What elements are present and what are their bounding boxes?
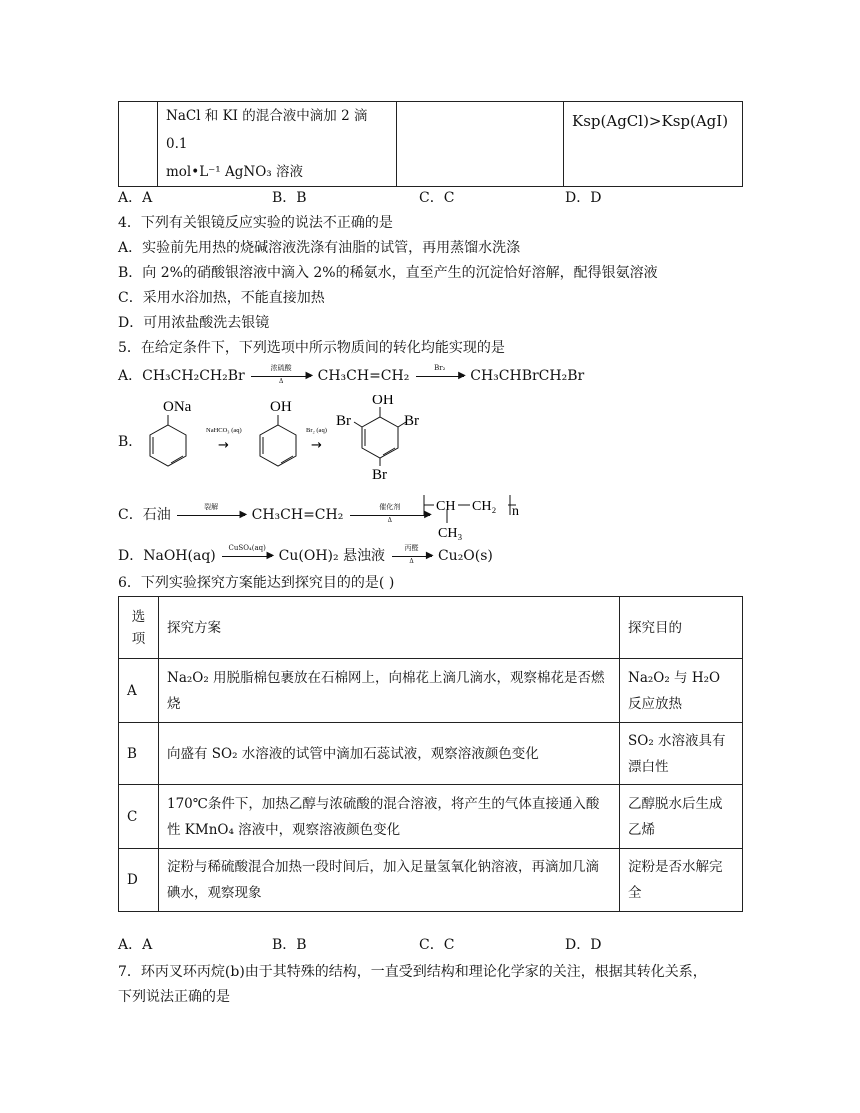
- q5-d-s1: NaOH(aq): [143, 548, 216, 564]
- q6-option-b[interactable]: B．B: [272, 937, 307, 953]
- q6-table: [118, 596, 743, 912]
- ksp-relation: Ksp(AgCl)>Ksp(AgI): [572, 112, 729, 130]
- q5-c-s2: CH₃CH=CH₂: [251, 507, 344, 523]
- q6-row-a-option: A: [119, 659, 159, 723]
- top-table-cell-2: [158, 102, 397, 187]
- q5-a-arrow-1-above: 浓硫酸: [270, 364, 292, 372]
- tribromophenol-structure: [354, 407, 406, 466]
- q6-header-plan: 探究方案: [159, 597, 620, 659]
- sodium-phenoxide-structure: [150, 415, 186, 466]
- q6-option-c[interactable]: C．C: [419, 937, 455, 953]
- q6-option-a[interactable]: A．A: [118, 937, 153, 953]
- poly-ch: CH: [436, 499, 456, 514]
- q5-c-arrow-2-above: 催化剂: [379, 503, 401, 511]
- q5-a-s1: CH₃CH₂CH₂Br: [142, 368, 245, 384]
- poly-ch2: CH₂: [472, 499, 497, 514]
- q6-row-b-option: B: [119, 723, 159, 785]
- q5-a-arrow-1: 浓硫酸 ▶ Δ: [251, 369, 311, 383]
- q3-option-a[interactable]: A．A: [118, 190, 153, 206]
- q5-b-br-bottom: Br: [372, 467, 387, 480]
- q5-b-label: B．: [118, 434, 143, 450]
- q4-option-d[interactable]: D．可用浓盐酸洗去银镜: [118, 315, 270, 331]
- q5-b-br-left: Br: [336, 413, 351, 429]
- q5-a-arrow-2-above: Br₂: [434, 364, 446, 372]
- polypropylene-structure: [420, 493, 530, 543]
- top-table-text-1: NaCl 和 KI 的混合液中滴加 2 滴 0.1: [166, 108, 368, 152]
- q5-c-label: C．: [118, 507, 143, 523]
- q5-a-s2: CH₃CH=CH₂: [317, 368, 410, 384]
- top-table-cell-4: [564, 102, 743, 187]
- q5-d-arrow-1-above: CuSO₄(aq): [228, 544, 266, 552]
- q5-d-s2: Cu(OH)₂ 悬浊液: [278, 548, 386, 564]
- q3-option-b[interactable]: B．B: [272, 190, 307, 206]
- top-table-cell-1: [119, 102, 158, 187]
- q6-row-d-plan: 淀粉与稀硫酸混合加热一段时间后，加入足量氢氧化钠溶液，再滴加几滴碘水，观察现象: [159, 849, 620, 912]
- q5-b-br-right: Br: [404, 413, 419, 429]
- q7-stem-line-2: 下列说法正确的是: [118, 989, 230, 1005]
- q5-d-arrow-1: CuSO₄(aq) ▶: [222, 549, 272, 563]
- q5-d-arrow-2-below: Δ: [409, 558, 414, 565]
- q5-b-oh-1: OH: [270, 399, 292, 415]
- q6-row-a-plan: Na₂O₂ 用脱脂棉包裹放在石棉网上，向棉花上滴几滴水，观察棉花是否燃烧: [159, 659, 620, 723]
- q5-c-arrow-2: 催化剂 ▶ Δ: [350, 508, 430, 522]
- q5-a-arrow-2: Br₂ ▶: [416, 369, 464, 383]
- q5-d-label: D．: [118, 548, 144, 564]
- q6-row-b-plan: 向盛有 SO₂ 水溶液的试管中滴加石蕊试液，观察溶液颜色变化: [159, 723, 620, 785]
- top-table-cell-3: [397, 102, 564, 187]
- q6-row-c-option: C: [119, 785, 159, 849]
- q6-row-d-option: D: [119, 849, 159, 912]
- q5-d-arrow-2-above: 丙醛: [404, 544, 419, 552]
- q5-stem: 5．在给定条件下，下列选项中所示物质间的转化均能实现的是: [118, 340, 505, 356]
- q4-option-b[interactable]: B．向 2%的硝酸银溶液中滴入 2%的稀氨水，直至产生的沉淀恰好溶解，配得银氨溶液: [118, 265, 658, 281]
- q5-b-oh-2: OH: [372, 395, 394, 408]
- q5-option-a[interactable]: [118, 366, 584, 386]
- phenol-structure: [260, 415, 296, 466]
- q7-stem-line-1: 7．环丙叉环丙烷(b)由于其特殊的结构，一直受到结构和理论化学家的关注，根据其转化关系，: [118, 964, 707, 980]
- q6-row-d-goal: 淀粉是否水解完全: [620, 849, 743, 912]
- q6-stem: 6．下列实验探究方案能达到探究目的的是( ): [118, 575, 395, 591]
- q6-header-option: 选项: [119, 597, 159, 659]
- poly-n: n: [512, 504, 519, 519]
- top-table-text-2: mol•L⁻¹ AgNO₃ 溶液: [166, 164, 303, 180]
- q5-b-structures: [118, 395, 438, 480]
- poly-ch3: CH₃: [438, 526, 463, 541]
- q4-stem: 4．下列有关银镜反应实验的说法不正确的是: [118, 215, 393, 231]
- q5-a-arrow-1-below: Δ: [279, 378, 284, 385]
- q6-option-d[interactable]: D．D: [565, 937, 602, 953]
- q5-c-arrow-2-below: Δ: [387, 517, 392, 524]
- q5-b-arrow-1: →: [218, 438, 229, 453]
- q6-header-goal: 探究目的: [620, 597, 743, 659]
- q5-b-arrow-2: →: [311, 438, 322, 453]
- q4-option-a[interactable]: A．实验前先用热的烧碱溶液洗涤有油脂的试管，再用蒸馏水洗涤: [118, 240, 521, 256]
- q5-a-s3: CH₃CHBrCH₂Br: [470, 368, 585, 384]
- q5-b-reagent-1: NaHCO₃ (aq): [206, 427, 242, 434]
- top-table: [118, 101, 743, 187]
- q5-b-ona: ONa: [163, 399, 192, 415]
- q5-b-reagent-2: Br₂ (aq): [306, 427, 327, 434]
- q5-c-arrow-1: 裂解 ▶: [177, 508, 245, 522]
- q5-a-label: A．: [118, 368, 143, 384]
- q6-row-a-goal: Na₂O₂ 与 H₂O 反应放热: [620, 659, 743, 723]
- q5-c-arrow-1-above: 裂解: [204, 503, 219, 511]
- q4-option-c[interactable]: C．采用水浴加热，不能直接加热: [118, 290, 325, 306]
- q5-option-b[interactable]: [118, 395, 448, 480]
- q6-row-c-goal: 乙醇脱水后生成乙烯: [620, 785, 743, 849]
- q3-option-d[interactable]: D．D: [565, 190, 602, 206]
- q5-option-d[interactable]: [118, 546, 493, 566]
- q5-option-c[interactable]: [118, 493, 518, 543]
- q3-option-c[interactable]: C．C: [419, 190, 455, 206]
- q6-row-c-plan: 170℃条件下，加热乙醇与浓硫酸的混合溶液，将产生的气体直接通入酸性 KMnO₄ 溶液中，观察溶液颜色变化: [159, 785, 620, 849]
- q6-row-b-goal: SO₂ 水溶液具有漂白性: [620, 723, 743, 785]
- q5-c-s1: 石油: [142, 507, 171, 523]
- q5-d-s3: Cu₂O(s): [437, 548, 493, 564]
- q5-d-arrow-2: 丙醛 ▶ Δ: [392, 549, 432, 563]
